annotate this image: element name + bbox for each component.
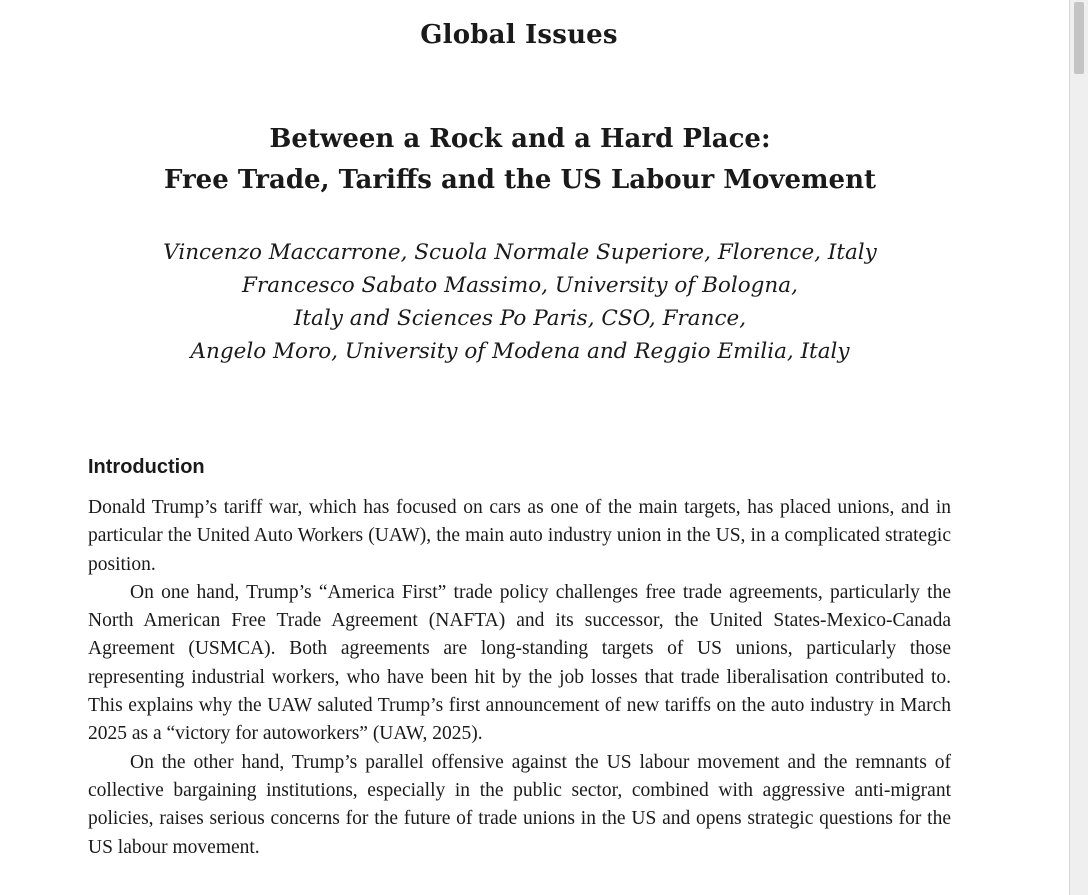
section-header: Global Issues <box>420 20 618 50</box>
author-line: Francesco Sabato Massimo, University of Bologna, <box>242 273 798 298</box>
article-title-line-2: Free Trade, Tariffs and the US Labour Movement <box>163 165 876 195</box>
author-line: Vincenzo Maccarrone, Scuola Normale Superiore, Florence, Italy <box>163 240 877 265</box>
author-line: Angelo Moro, University of Modena and Reggio Emilia, Italy <box>190 339 850 364</box>
article-title-line-1: Between a Rock and a Hard Place: <box>269 124 771 154</box>
article-title <box>0 119 1040 201</box>
body-paragraph: On the other hand, Trump’s parallel offensive against the US labour movement and the remnants of collective bargaining institutions, especially in the public sector, combined with aggressive anti-migrant policies, raises serious concerns for the future of trade unions in the US and opens strategic questions for the US labour movement. <box>88 751 951 858</box>
scrollbar-thumb[interactable] <box>1074 2 1084 74</box>
body-paragraph: On one hand, Trump’s “America First” trade policy challenges free trade agreements, particularly the North American Free Trade Agreement (NAFTA) and its successor, the United States-Mexico-Canada Agreement (USMCA). Both agreements are long-standing targets of US unions, particularly those representing industrial workers, who have been hit by the job losses that trade liberalisation contributed to. This explains why the UAW saluted Trump’s first announcement of new tariffs on the auto industry in March 2025 as a “victory for autoworkers” (UAW, 2025). <box>88 581 951 745</box>
author-list <box>0 236 1040 368</box>
author-line: Italy and Sciences Po Paris, CSO, France, <box>293 306 747 331</box>
introduction-heading: Introduction <box>88 456 205 478</box>
vertical-scrollbar[interactable] <box>1069 0 1088 895</box>
body-paragraph: Donald Trump’s tariff war, which has focused on cars as one of the main targets, has placed unions, and in particular the United Auto Workers (UAW), the main auto industry union in the US, in a complicated strategic position. <box>88 497 951 575</box>
introduction-body <box>88 494 951 862</box>
